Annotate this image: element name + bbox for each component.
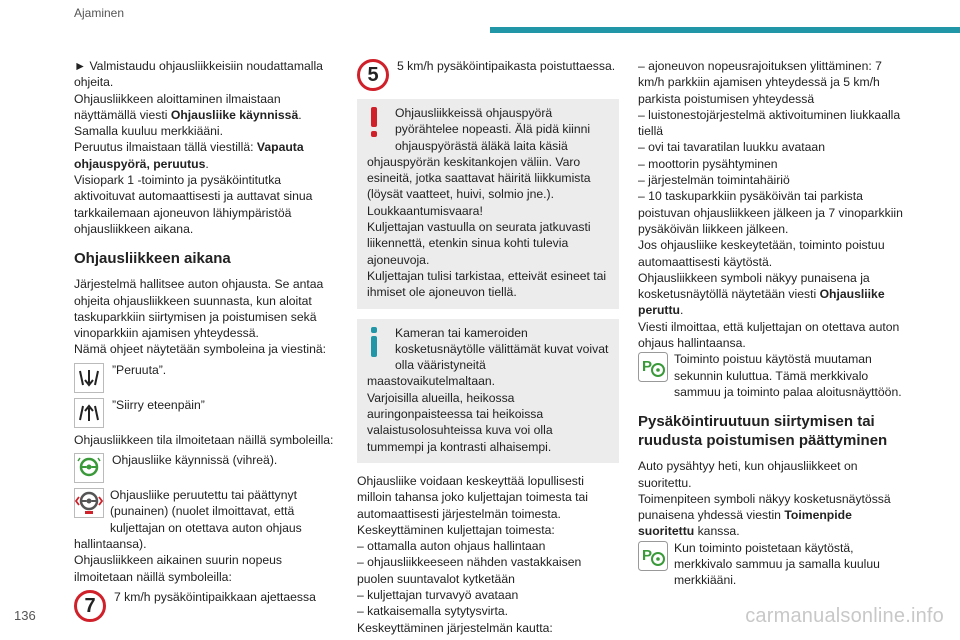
column-middle	[357, 58, 619, 636]
warning-text: Kuljettajan tulisi tarkistaa, etteivät esineet tai ihmiset ole ajoneuvon tiellä.	[367, 268, 607, 300]
symbol-label: ”Siirry eteenpäin”	[112, 397, 205, 412]
list-item: – 10 taskuparkkiin pysäköivän tai parkista poistuvan ohjausliikkeen jälkeen ja 7 vinoparkkiin pysäköivän liikkeen jälkeen.	[638, 189, 903, 236]
symbol-row-park-off	[638, 351, 910, 400]
bold-message: Ohjausliike peruttu	[638, 287, 885, 318]
list-item: – moottorin pysähtyminen	[638, 156, 778, 171]
paragraph: Ohjausliikkeen aikainen suurin nopeus ilmoitetaan näillä symboleilla:	[74, 553, 282, 584]
paragraph: Visiopark 1 -toiminto ja pysäköintitutka aktivoituvat automaattisesti ja auttavat sinua tarkkailemaan ajoneuvon lähiympäristöä ohjausliikkeen aikana.	[74, 173, 313, 236]
paragraph: Ohjausliikkeen tila ilmoitetaan näillä symboleilla:	[74, 432, 334, 447]
symbol-row-active	[74, 452, 336, 483]
paragraph: Peruutus ilmaistaan tällä viestillä: Vapauta ohjauspyörä, peruutus.	[74, 140, 304, 171]
section-heading: Ohjausliikkeen aikana	[74, 250, 231, 268]
symbol-row-speed-5	[357, 58, 619, 91]
symbol-label: Ohjausliike peruutettu tai päättynyt (punainen) (nuolet ilmoittavat, että kuljettajan on otettava auton ohjaus hallintaansa).	[74, 488, 302, 551]
symbol-row-reverse	[74, 362, 336, 393]
list-item: – ajoneuvon nopeusrajoituksen ylittäminen: 7 km/h parkkiin ajamisen yhteydessä ja 5 km/h parkista poistumisen yhteydessä	[638, 59, 882, 106]
paragraph: Viesti ilmoittaa, että kuljettajan on otettava auton ohjaus hallintaansa.	[638, 319, 900, 351]
paragraph: Ohjausliikkeen symboli näkyy punaisena ja kosketusnäytöllä näytetään viesti Ohjausliike peruttu.	[638, 270, 885, 318]
column-left	[74, 58, 336, 626]
svg-text:P: P	[642, 546, 653, 564]
info-text: Varjoisilla alueilla, heikossa auringonpaisteessa tai heikoissa valaistusolosuhteissa kuva voi olla tummempi ja kontrasti alhaisempi.	[367, 390, 553, 454]
exclamation-icon	[367, 105, 381, 139]
paragraph: Toimenpiteen symboli näkyy kosketusnäytössä punaisena yhdessä viestin Toimenpide suoritettu kanssa.	[638, 491, 891, 539]
list-item: – järjestelmän toimintahäiriö	[638, 173, 790, 188]
paragraph: Ohjausliike voidaan keskeyttää lopullisesti milloin tahansa joko kuljettajan toimesta tai automaattisesti järjestelmän toimesta.	[357, 473, 589, 521]
reverse-arrows-icon	[74, 363, 104, 393]
warning-text: Ohjausliikkeissä ohjauspyörä pyörähtelee nopeasti. Älä pidä kiinni ohjauspyörästä äläkä laita käsiä ohjauspyörän keskitankojen väliin. Varo esineitä, jotka saattavat häiritä liikkumista (löysät vaatteet, huivi, solmio jne.). Loukkaantumisvaara!	[367, 106, 591, 218]
park-assist-icon	[638, 352, 668, 382]
instruction-paragraph: ► Valmistaudu ohjausliikkeisiin noudattamalla ohjeita.	[74, 59, 323, 90]
warning-box	[357, 99, 619, 309]
steering-wheel-red-icon	[74, 488, 104, 518]
symbol-label: Ohjausliike käynnissä (vihreä).	[112, 453, 278, 468]
list-item: – kuljettajan turvavyö avataan	[357, 588, 519, 603]
symbol-label: 5 km/h pysäköintipaikasta poistuttaessa.	[397, 59, 616, 73]
column-right	[638, 58, 910, 589]
forward-arrows-icon	[74, 398, 104, 428]
paragraph: Nämä ohjeet näytetään symboleina ja viestinä:	[74, 342, 327, 357]
park-assist-icon	[638, 541, 668, 571]
steering-wheel-green-icon	[74, 453, 104, 483]
list-item: – katkaisemalla sytytysvirta.	[357, 604, 509, 619]
warning-text: Kuljettajan vastuulla on seurata jatkuvasti liikennettä, etenkin sinua kohti tulevia ajoneuvoja.	[367, 220, 591, 267]
header-accent-bar	[490, 27, 960, 33]
section-title: Ajaminen	[74, 6, 125, 20]
bold-message: Toimenpide suoritettu	[638, 508, 852, 539]
bold-message: Ohjausliike käynnissä	[170, 107, 299, 122]
paragraph: Auto pysähtyy heti, kun ohjausliikkeet on suoritettu.	[638, 459, 858, 490]
bold-message: Vapauta ohjauspyörä, peruutus	[74, 140, 304, 171]
list-item: – ottamalla auton ohjaus hallintaan	[357, 539, 546, 554]
paragraph: Jos ohjausliike keskeytetään, toiminto poistuu automaattisesti käytöstä.	[638, 238, 885, 269]
symbol-label: Toiminto poistuu käytöstä muutaman sekunnin kuluttua. Tämä merkkivalo sammuu ja toiminto palaa aloitusnäyttöön.	[674, 352, 902, 399]
info-text: Kameran tai kameroiden kosketusnäytölle välittämät kuvat voivat olla vääristyneitä maastovaikutelmaltaan.	[367, 325, 609, 389]
symbol-row-speed-7	[74, 589, 336, 622]
list-item: – ovi tai tavaratilan luukku avataan	[638, 140, 825, 155]
symbol-label: Kun toiminto poistetaan käytöstä, merkkivalo sammuu ja samalla kuuluu merkkiääni.	[674, 540, 880, 588]
symbol-row-cancelled	[74, 487, 336, 552]
symbol-label: 7 km/h pysäköintipaikkaan ajettaessa	[114, 589, 316, 604]
symbol-label: ”Peruuta”.	[112, 362, 167, 377]
info-icon	[367, 325, 381, 359]
page-number: 136	[14, 608, 36, 623]
svg-text:P: P	[642, 358, 653, 376]
paragraph: Ohjausliikkeen aloittaminen ilmaistaan näyttämällä viesti Ohjausliike käynnissä.	[74, 91, 302, 122]
info-box	[357, 319, 619, 463]
paragraph: Keskeyttäminen järjestelmän kautta:	[357, 620, 553, 635]
paragraph: Järjestelmä hallitsee auton ohjausta. Se antaa ohjeita ohjausliikkeen suunnasta, kun aloitat taskuparkkiin siirtymisen ja poistumisen sekä vinoparkkiin ajamisen yhteydessä.	[74, 277, 324, 341]
symbol-row-park-done	[638, 540, 910, 589]
paragraph: Keskeyttäminen kuljettajan toimesta:	[357, 522, 555, 537]
list-item: – ohjausliikkeeseen nähden vastakkaisen puolen suuntavalot kytketään	[357, 555, 582, 586]
watermark: carmanualsonline.info	[745, 605, 944, 627]
list-item: – luistonestojärjestelmä aktivoituminen liukkaalla tiellä	[638, 107, 901, 139]
symbol-row-forward	[74, 397, 336, 428]
speed-limit-7-icon: 7	[74, 590, 106, 622]
paragraph: Samalla kuuluu merkkiääni.	[74, 124, 224, 139]
section-heading: Pysäköintiruutuun siirtymisen tai ruudusta poistumisen päättyminen	[638, 413, 888, 450]
speed-limit-5-icon: 5	[357, 59, 389, 91]
